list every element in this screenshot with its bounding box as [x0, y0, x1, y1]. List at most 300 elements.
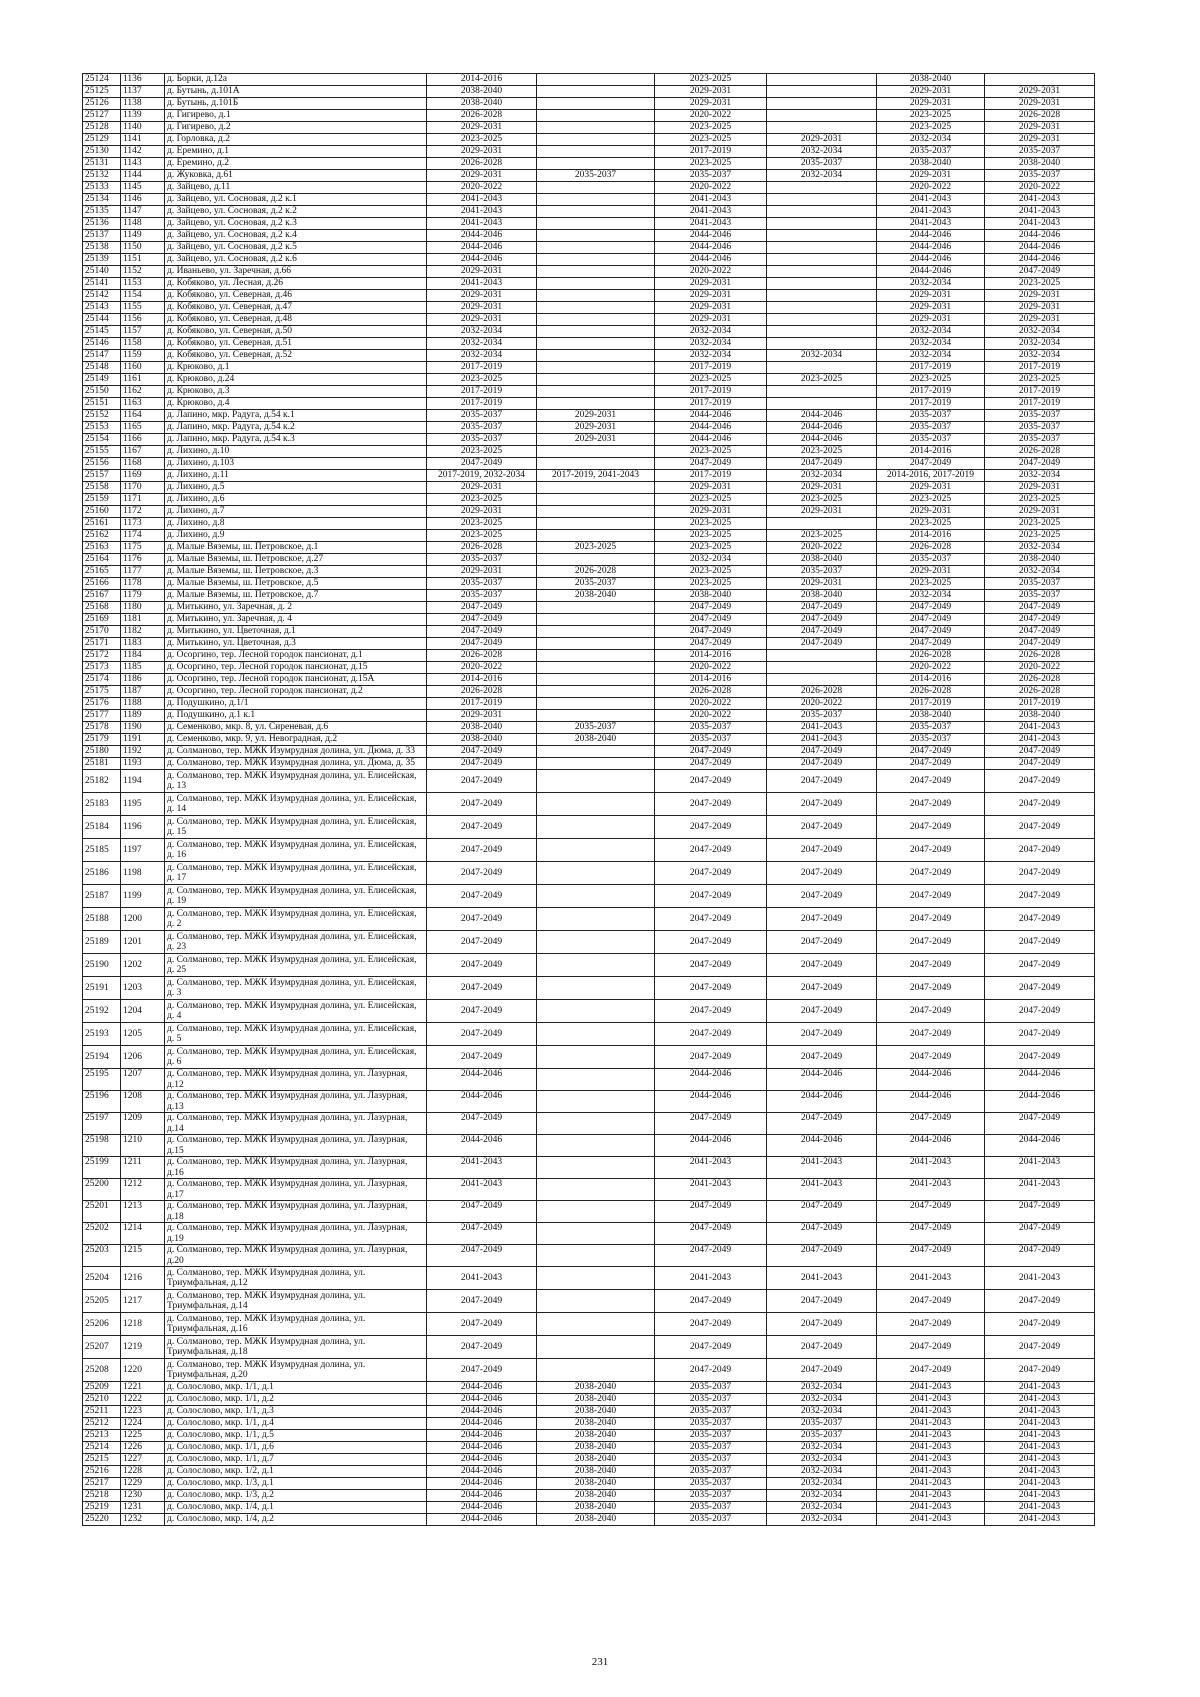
cell-house-code: 1155 — [121, 302, 165, 314]
cell-address: д. Зайцево, ул. Сосновая, д.2 к.5 — [165, 242, 427, 254]
cell-row-number: 25167 — [83, 590, 121, 602]
cell-row-number: 25129 — [83, 134, 121, 146]
cell-period-1: 2041-2043 — [427, 278, 537, 290]
cell-house-code: 1172 — [121, 506, 165, 518]
cell-period-1: 2047-2049 — [427, 1223, 537, 1245]
cell-period-1: 2029-2031 — [427, 266, 537, 278]
cell-period-6: 2029-2031 — [985, 86, 1095, 98]
cell-house-code: 1227 — [121, 1454, 165, 1466]
cell-period-5: 2023-2025 — [877, 518, 985, 530]
cell-address: д. Солманово, тер. МЖК Изумрудная долина, ул. Лазурная, д.13 — [165, 1091, 427, 1113]
cell-period-6: 2023-2025 — [985, 530, 1095, 542]
cell-period-6: 2041-2043 — [985, 1418, 1095, 1430]
cell-period-4: 2020-2022 — [767, 542, 877, 554]
cell-period-2 — [537, 662, 655, 674]
cell-row-number: 25155 — [83, 446, 121, 458]
cell-row-number: 25174 — [83, 674, 121, 686]
table-row — [83, 530, 1095, 542]
cell-period-2 — [537, 1157, 655, 1179]
cell-period-4 — [767, 674, 877, 686]
table-row — [83, 650, 1095, 662]
cell-period-2 — [537, 458, 655, 470]
cell-address: д. Солослово, мкр. 1/1, д.2 — [165, 1394, 427, 1406]
cell-period-5: 2041-2043 — [877, 1514, 985, 1526]
cell-period-5: 2014-2016 — [877, 674, 985, 686]
cell-house-code: 1199 — [121, 885, 165, 908]
cell-address: д. Лапино, мкр. Радуга, д.54 к.1 — [165, 410, 427, 422]
cell-period-5: 2047-2049 — [877, 839, 985, 862]
cell-period-5: 2020-2022 — [877, 662, 985, 674]
cell-period-5: 2047-2049 — [877, 1359, 985, 1382]
cell-row-number: 25139 — [83, 254, 121, 266]
cell-period-5: 2047-2049 — [877, 1000, 985, 1023]
cell-row-number: 25146 — [83, 338, 121, 350]
table-row — [83, 931, 1095, 954]
cell-house-code: 1169 — [121, 470, 165, 482]
cell-period-6: 2020-2022 — [985, 662, 1095, 674]
cell-house-code: 1176 — [121, 554, 165, 566]
cell-period-5: 2047-2049 — [877, 954, 985, 977]
cell-row-number: 25138 — [83, 242, 121, 254]
cell-row-number: 25158 — [83, 482, 121, 494]
cell-row-number: 25134 — [83, 194, 121, 206]
cell-house-code: 1212 — [121, 1179, 165, 1201]
cell-row-number: 25162 — [83, 530, 121, 542]
cell-row-number: 25149 — [83, 374, 121, 386]
cell-period-2 — [537, 146, 655, 158]
cell-period-3: 2023-2025 — [655, 494, 767, 506]
cell-period-4: 2041-2043 — [767, 734, 877, 746]
cell-period-1: 2035-2037 — [427, 410, 537, 422]
table-row — [83, 1223, 1095, 1245]
cell-house-code: 1180 — [121, 602, 165, 614]
cell-period-4 — [767, 518, 877, 530]
table-row — [83, 1267, 1095, 1290]
cell-address: д. Солманово, тер. МЖК Изумрудная долина, ул. Елисейская, д. 6 — [165, 1046, 427, 1069]
table-row — [83, 86, 1095, 98]
table-row — [83, 686, 1095, 698]
cell-address: д. Семенково, мкр. 8, ул. Сиреневая, д.6 — [165, 722, 427, 734]
cell-period-5: 2041-2043 — [877, 1478, 985, 1490]
cell-period-5: 2041-2043 — [877, 1418, 985, 1430]
cell-house-code: 1214 — [121, 1223, 165, 1245]
cell-period-5: 2038-2040 — [877, 710, 985, 722]
cell-period-6: 2038-2040 — [985, 158, 1095, 170]
cell-row-number: 25142 — [83, 290, 121, 302]
cell-address: д. Жуковка, д.61 — [165, 170, 427, 182]
cell-address: д. Осоргино, тер. Лесной городок пансионат, д.15 — [165, 662, 427, 674]
cell-period-3: 2047-2049 — [655, 1313, 767, 1336]
cell-period-5: 2044-2046 — [877, 1069, 985, 1091]
cell-period-2 — [537, 1113, 655, 1135]
cell-period-6: 2041-2043 — [985, 1382, 1095, 1394]
cell-address: д. Кобяково, ул. Северная, д.46 — [165, 290, 427, 302]
cell-period-2 — [537, 1313, 655, 1336]
cell-period-1: 2044-2046 — [427, 242, 537, 254]
cell-period-1: 2041-2043 — [427, 1179, 537, 1201]
cell-address: д. Митькино, ул. Цветочная, д.1 — [165, 626, 427, 638]
cell-period-1: 2029-2031 — [427, 290, 537, 302]
cell-address: д. Кобяково, ул. Северная, д.48 — [165, 314, 427, 326]
cell-period-6: 2023-2025 — [985, 494, 1095, 506]
cell-period-6: 2047-2049 — [985, 1000, 1095, 1023]
cell-period-6: 2047-2049 — [985, 908, 1095, 931]
cell-period-4: 2032-2034 — [767, 1514, 877, 1526]
cell-period-3: 2041-2043 — [655, 1157, 767, 1179]
cell-period-2 — [537, 1336, 655, 1359]
cell-period-1: 2023-2025 — [427, 374, 537, 386]
cell-period-3: 2029-2031 — [655, 290, 767, 302]
cell-period-6: 2047-2049 — [985, 758, 1095, 770]
cell-period-5: 2014-2016 — [877, 530, 985, 542]
table-row — [83, 1091, 1095, 1113]
cell-address: д. Солманово, тер. МЖК Изумрудная долина, ул. Лазурная, д.16 — [165, 1157, 427, 1179]
cell-house-code: 1209 — [121, 1113, 165, 1135]
cell-period-5: 2029-2031 — [877, 98, 985, 110]
cell-period-1: 2020-2022 — [427, 662, 537, 674]
cell-period-4 — [767, 326, 877, 338]
cell-row-number: 25125 — [83, 86, 121, 98]
cell-period-6: 2041-2043 — [985, 206, 1095, 218]
cell-period-4: 2020-2022 — [767, 698, 877, 710]
table-row — [83, 1478, 1095, 1490]
cell-period-1: 2026-2028 — [427, 158, 537, 170]
cell-period-2 — [537, 242, 655, 254]
cell-period-2 — [537, 1359, 655, 1382]
cell-period-3: 2029-2031 — [655, 482, 767, 494]
cell-period-4 — [767, 182, 877, 194]
cell-row-number: 25197 — [83, 1113, 121, 1135]
cell-period-6: 2047-2049 — [985, 266, 1095, 278]
cell-period-4: 2047-2049 — [767, 1023, 877, 1046]
table-row — [83, 862, 1095, 885]
table-row — [83, 434, 1095, 446]
table-row — [83, 1313, 1095, 1336]
cell-period-4: 2023-2025 — [767, 374, 877, 386]
cell-house-code: 1145 — [121, 182, 165, 194]
cell-period-5: 2020-2022 — [877, 182, 985, 194]
cell-period-5: 2038-2040 — [877, 158, 985, 170]
cell-period-1: 2047-2049 — [427, 908, 537, 931]
cell-period-4 — [767, 110, 877, 122]
cell-period-5: 2017-2019 — [877, 398, 985, 410]
cell-address: д. Лапино, мкр. Радуга, д.54 к.3 — [165, 434, 427, 446]
cell-house-code: 1182 — [121, 626, 165, 638]
table-row — [83, 1135, 1095, 1157]
cell-address: д. Крюково, д.4 — [165, 398, 427, 410]
cell-period-5: 2047-2049 — [877, 758, 985, 770]
cell-period-4 — [767, 206, 877, 218]
cell-period-5: 2041-2043 — [877, 1394, 985, 1406]
cell-row-number: 25169 — [83, 614, 121, 626]
table-row — [83, 206, 1095, 218]
cell-period-4: 2047-2049 — [767, 862, 877, 885]
cell-period-3: 2047-2049 — [655, 1245, 767, 1267]
cell-period-3: 2035-2037 — [655, 1394, 767, 1406]
cell-house-code: 1187 — [121, 686, 165, 698]
cell-period-4: 2029-2031 — [767, 506, 877, 518]
cell-period-2 — [537, 710, 655, 722]
table-row — [83, 170, 1095, 182]
cell-period-3: 2047-2049 — [655, 1046, 767, 1069]
table-row — [83, 1201, 1095, 1223]
cell-period-6: 2023-2025 — [985, 278, 1095, 290]
cell-period-6: 2044-2046 — [985, 242, 1095, 254]
cell-period-5: 2041-2043 — [877, 1430, 985, 1442]
cell-period-1: 2047-2049 — [427, 931, 537, 954]
cell-house-code: 1151 — [121, 254, 165, 266]
cell-row-number: 25133 — [83, 182, 121, 194]
cell-period-3: 2047-2049 — [655, 908, 767, 931]
cell-period-4 — [767, 230, 877, 242]
cell-period-2: 2038-2040 — [537, 1514, 655, 1526]
cell-period-6: 2041-2043 — [985, 734, 1095, 746]
cell-period-1: 2029-2031 — [427, 146, 537, 158]
cell-period-4 — [767, 266, 877, 278]
cell-period-4: 2035-2037 — [767, 1430, 877, 1442]
document-sheet — [82, 73, 1094, 1526]
cell-row-number: 25193 — [83, 1023, 121, 1046]
cell-address: д. Солослово, мкр. 1/1, д.5 — [165, 1430, 427, 1442]
cell-period-1: 2029-2031 — [427, 170, 537, 182]
cell-period-6: 2047-2049 — [985, 793, 1095, 816]
cell-house-code: 1166 — [121, 434, 165, 446]
cell-address: д. Зайцево, ул. Сосновая, д.2 к.4 — [165, 230, 427, 242]
cell-period-5: 2047-2049 — [877, 602, 985, 614]
table-row — [83, 362, 1095, 374]
cell-period-1: 2020-2022 — [427, 182, 537, 194]
cell-period-4: 2044-2046 — [767, 422, 877, 434]
cell-address: д. Солманово, тер. МЖК Изумрудная долина, ул. Лазурная, д.20 — [165, 1245, 427, 1267]
cell-period-3: 2044-2046 — [655, 242, 767, 254]
cell-period-1: 2023-2025 — [427, 518, 537, 530]
cell-period-3: 2047-2049 — [655, 1000, 767, 1023]
cell-address: д. Малые Вяземы, ш. Петровское, д.7 — [165, 590, 427, 602]
cell-period-5: 2047-2049 — [877, 793, 985, 816]
cell-address: д. Зайцево, д.11 — [165, 182, 427, 194]
cell-house-code: 1223 — [121, 1406, 165, 1418]
cell-period-5: 2029-2031 — [877, 170, 985, 182]
table-row — [83, 734, 1095, 746]
cell-period-6: 2035-2037 — [985, 590, 1095, 602]
cell-period-2 — [537, 230, 655, 242]
cell-period-5: 2047-2049 — [877, 1113, 985, 1135]
cell-period-2: 2035-2037 — [537, 578, 655, 590]
cell-period-4: 2032-2034 — [767, 1502, 877, 1514]
cell-period-2 — [537, 182, 655, 194]
cell-period-4: 2044-2046 — [767, 1091, 877, 1113]
cell-row-number: 25166 — [83, 578, 121, 590]
cell-period-1: 2044-2046 — [427, 1490, 537, 1502]
table-row — [83, 793, 1095, 816]
cell-row-number: 25156 — [83, 458, 121, 470]
cell-period-6: 2047-2049 — [985, 931, 1095, 954]
cell-period-3: 2035-2037 — [655, 734, 767, 746]
cell-period-1: 2047-2049 — [427, 770, 537, 793]
page-number: 231 — [591, 1656, 609, 1668]
cell-period-3: 2044-2046 — [655, 1091, 767, 1113]
cell-period-5: 2032-2034 — [877, 338, 985, 350]
cell-period-6: 2017-2019 — [985, 398, 1095, 410]
cell-period-1: 2014-2016 — [427, 74, 537, 86]
table-row — [83, 698, 1095, 710]
table-row — [83, 674, 1095, 686]
cell-period-3: 2029-2031 — [655, 302, 767, 314]
cell-house-code: 1206 — [121, 1046, 165, 1069]
cell-period-3: 2020-2022 — [655, 662, 767, 674]
cell-period-2 — [537, 770, 655, 793]
cell-row-number: 25183 — [83, 793, 121, 816]
table-row — [83, 626, 1095, 638]
cell-row-number: 25190 — [83, 954, 121, 977]
cell-row-number: 25185 — [83, 839, 121, 862]
cell-period-1: 2047-2049 — [427, 1046, 537, 1069]
cell-period-2 — [537, 885, 655, 908]
cell-row-number: 25184 — [83, 816, 121, 839]
table-row — [83, 446, 1095, 458]
cell-row-number: 25152 — [83, 410, 121, 422]
cell-row-number: 25209 — [83, 1382, 121, 1394]
table-row — [83, 146, 1095, 158]
cell-period-2 — [537, 1290, 655, 1313]
cell-period-6: 2041-2043 — [985, 194, 1095, 206]
cell-period-1: 2047-2049 — [427, 977, 537, 1000]
cell-period-1: 2029-2031 — [427, 314, 537, 326]
table-row — [83, 230, 1095, 242]
cell-period-1: 2044-2046 — [427, 1406, 537, 1418]
cell-row-number: 25150 — [83, 386, 121, 398]
cell-house-code: 1181 — [121, 614, 165, 626]
cell-house-code: 1157 — [121, 326, 165, 338]
table-row — [83, 338, 1095, 350]
cell-period-6: 2026-2028 — [985, 446, 1095, 458]
cell-period-6: 2041-2043 — [985, 1454, 1095, 1466]
cell-address: д. Солманово, тер. МЖК Изумрудная долина, ул. Елисейская, д. 19 — [165, 885, 427, 908]
table-row — [83, 816, 1095, 839]
cell-house-code: 1160 — [121, 362, 165, 374]
cell-address: д. Лихино, д.9 — [165, 530, 427, 542]
cell-address: д. Лихино, д.7 — [165, 506, 427, 518]
cell-period-6: 2029-2031 — [985, 290, 1095, 302]
cell-house-code: 1152 — [121, 266, 165, 278]
cell-period-4: 2047-2049 — [767, 1245, 877, 1267]
cell-period-2 — [537, 977, 655, 1000]
cell-address: д. Солманово, тер. МЖК Изумрудная долина, ул. Елисейская, д. 15 — [165, 816, 427, 839]
cell-period-4: 2032-2034 — [767, 350, 877, 362]
cell-period-4: 2047-2049 — [767, 1290, 877, 1313]
cell-period-4: 2047-2049 — [767, 1313, 877, 1336]
cell-period-2 — [537, 793, 655, 816]
table-row — [83, 350, 1095, 362]
table-row — [83, 885, 1095, 908]
cell-period-2 — [537, 194, 655, 206]
cell-period-1: 2044-2046 — [427, 1418, 537, 1430]
cell-address: д. Борки, д.12а — [165, 74, 427, 86]
table-row — [83, 1113, 1095, 1135]
cell-period-4 — [767, 650, 877, 662]
cell-period-4 — [767, 218, 877, 230]
cell-period-3: 2041-2043 — [655, 206, 767, 218]
cell-period-3: 2047-2049 — [655, 816, 767, 839]
cell-period-3: 2047-2049 — [655, 602, 767, 614]
cell-period-3: 2047-2049 — [655, 758, 767, 770]
table-row — [83, 278, 1095, 290]
cell-period-3: 2014-2016 — [655, 674, 767, 686]
table-row — [83, 398, 1095, 410]
cell-row-number: 25215 — [83, 1454, 121, 1466]
cell-period-4 — [767, 314, 877, 326]
cell-period-6: 2020-2022 — [985, 182, 1095, 194]
table-row — [83, 242, 1095, 254]
cell-period-3: 2023-2025 — [655, 446, 767, 458]
cell-period-1: 2044-2046 — [427, 1478, 537, 1490]
cell-period-5: 2041-2043 — [877, 1267, 985, 1290]
cell-period-4 — [767, 278, 877, 290]
cell-period-4: 2041-2043 — [767, 1157, 877, 1179]
cell-period-5: 2029-2031 — [877, 302, 985, 314]
cell-address: д. Солослово, мкр. 1/4, д.1 — [165, 1502, 427, 1514]
cell-period-6: 2032-2034 — [985, 566, 1095, 578]
cell-address: д. Семенково, мкр. 9, ул. Невоградная, д.2 — [165, 734, 427, 746]
cell-period-2 — [537, 530, 655, 542]
cell-period-3: 2047-2049 — [655, 458, 767, 470]
cell-row-number: 25206 — [83, 1313, 121, 1336]
table-row — [83, 326, 1095, 338]
table-row — [83, 1023, 1095, 1046]
cell-period-5: 2023-2025 — [877, 122, 985, 134]
cell-period-5: 2041-2043 — [877, 1466, 985, 1478]
cell-period-5: 2047-2049 — [877, 1046, 985, 1069]
cell-period-1: 2047-2049 — [427, 954, 537, 977]
cell-period-6: 2041-2043 — [985, 722, 1095, 734]
cell-period-1: 2026-2028 — [427, 686, 537, 698]
cell-house-code: 1191 — [121, 734, 165, 746]
cell-period-5: 2017-2019 — [877, 698, 985, 710]
cell-row-number: 25211 — [83, 1406, 121, 1418]
cell-period-1: 2044-2046 — [427, 1069, 537, 1091]
table-row — [83, 218, 1095, 230]
cell-period-1: 2041-2043 — [427, 206, 537, 218]
cell-period-4 — [767, 74, 877, 86]
cell-period-6: 2047-2049 — [985, 458, 1095, 470]
cell-period-3: 2044-2046 — [655, 230, 767, 242]
cell-period-4 — [767, 242, 877, 254]
cell-period-3: 2047-2049 — [655, 885, 767, 908]
cell-period-6: 2044-2046 — [985, 1069, 1095, 1091]
cell-period-6: 2044-2046 — [985, 230, 1095, 242]
cell-house-code: 1220 — [121, 1359, 165, 1382]
cell-period-3: 2047-2049 — [655, 626, 767, 638]
cell-period-1: 2023-2025 — [427, 530, 537, 542]
cell-row-number: 25135 — [83, 206, 121, 218]
cell-period-3: 2047-2049 — [655, 1336, 767, 1359]
cell-row-number: 25153 — [83, 422, 121, 434]
cell-row-number: 25189 — [83, 931, 121, 954]
cell-period-1: 2047-2049 — [427, 816, 537, 839]
cell-house-code: 1150 — [121, 242, 165, 254]
cell-house-code: 1216 — [121, 1267, 165, 1290]
cell-period-3: 2035-2037 — [655, 1514, 767, 1526]
cell-period-1: 2044-2046 — [427, 1466, 537, 1478]
cell-address: д. Солманово, тер. МЖК Изумрудная долина, ул. Елисейская, д. 13 — [165, 770, 427, 793]
table-row — [83, 1454, 1095, 1466]
cell-row-number: 25214 — [83, 1442, 121, 1454]
cell-house-code: 1202 — [121, 954, 165, 977]
cell-period-6: 2047-2049 — [985, 1290, 1095, 1313]
cell-address: д. Лапино, мкр. Радуга, д.54 к.2 — [165, 422, 427, 434]
cell-period-1: 2047-2049 — [427, 1336, 537, 1359]
cell-period-5: 2035-2037 — [877, 146, 985, 158]
